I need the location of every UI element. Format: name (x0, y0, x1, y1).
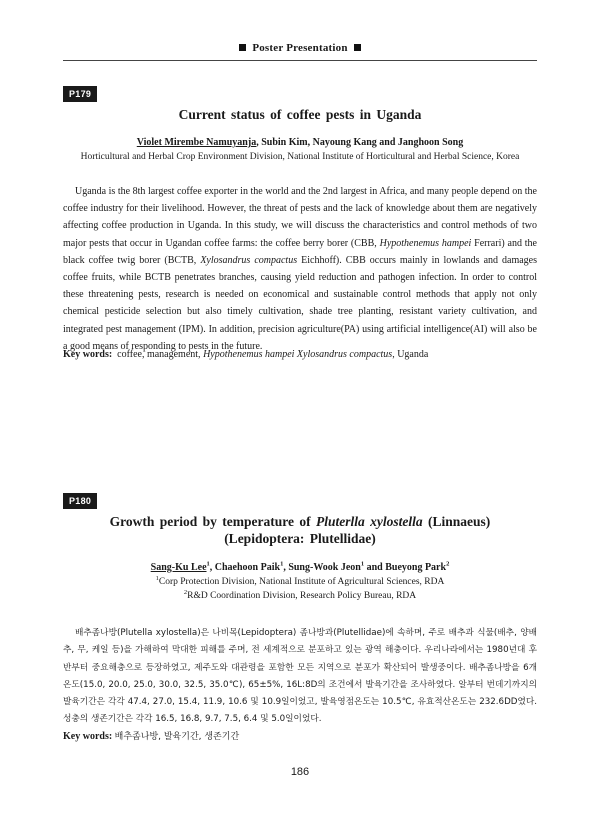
affiliation: Horticultural and Herbal Crop Environment Division, National Institute of Horticultural and Herbal Science, Korea (80, 152, 520, 162)
section-header (0, 42, 600, 54)
author-list: Sang-Ku Lee$^1$, Chaehoon Paik$^1$, Sung-Wook Jeon$^1$ and Bueyong Park$^2$ (150, 560, 450, 573)
affiliation-1: Corp Protection Division, National Institute of Agricultural Sciences, RDA (158, 577, 445, 587)
paper-title: Current status of coffee pests in Uganda (178, 107, 422, 122)
species-name: Xylosandrus compactus (200, 254, 298, 266)
keywords-text: 배추좀나방, 발육기간, 생존기간 (114, 732, 240, 742)
affil-mark: 1 (280, 560, 284, 568)
section-header-label: Poster Presentation (252, 42, 348, 54)
abstract-text: Eichhoff). CBB occurs mainly in lowlands and damages coffee fruits, while BCTB penetrates branches, causing yield reduction and pathogen infection. In order to control these threatening pests, research is needed on economical and sustainable control methods that apply not only chemical pesticide selection but also timely cultivation, shade tree planting, resistant variety cultivation, and integrated pest management (IPM). In addition, precision agriculture(PA) using artificial intelligence(AI) will also be a good means of responding to pests in the future. (63, 254, 537, 352)
header-rule (63, 60, 537, 61)
affiliation (50, 576, 550, 589)
title-line2: (Lepidoptera: Plutellidae) (224, 531, 376, 546)
co-authors: , Subin Kim, Nayoung Kang and Janghoon Song (256, 137, 464, 148)
abstract-text: Uganda is the 8th largest coffee exporter in the world and the 2nd largest in Africa, and many people depend on the coffee industry for their livelihood. However, the threat of pests and the lack of knowledge about them are negatively affecting coffee production in Uganda. In this study, we will discuss the characteristics and control methods of two major pests that occur in Ugandan coffee farms: the coffee berry borer (CBB, (63, 186, 537, 249)
affil-mark: 2 (183, 588, 188, 596)
species-name: Hypothenemus hampei (379, 237, 472, 249)
square-bullet-icon (354, 44, 361, 51)
keywords (63, 349, 537, 360)
author: Sung-Wook Jeon (288, 562, 361, 573)
square-bullet-icon (239, 44, 246, 51)
author-list (63, 137, 537, 148)
affil-mark: 2 (446, 560, 450, 568)
keywords (63, 729, 537, 742)
page-number: 186 (290, 766, 310, 778)
affil-mark: 1 (206, 560, 210, 568)
presenting-author: Sang-Ku Lee (150, 562, 207, 573)
affil-mark: 1 (360, 560, 365, 568)
affiliation (50, 590, 550, 603)
paper-title (63, 513, 537, 547)
author: Chaehoon Paik (214, 562, 281, 573)
presenting-author: Violet Mirembe Namuyanja (136, 137, 257, 148)
title-species: Pluterlla xylostella (316, 514, 423, 529)
poster-id-badge: P180 (63, 493, 97, 509)
abstract: 배추좀나방(Plutella xylostella)은 나비목(Lepidoptera) 좀나방과(Plutellidae)에 속하며, 주로 배추과 식물(배추, 양배추, 무, 케일 등)을 가해하여 막대한 피해를 주며, 전 세계적으로 분포하고 있는 광역 해충이다. 우리나라에서는 1980년대 후반부터 중요해충으로 등장하였고, 제주도와 대관령을 포함한 모든 지역으로 분포가 확산되어 발생중이다. 배추좀나방을 6개 온도(15.0, 20.0, 25.0, 30.0, 32.5, 35.0℃), 65±5%, 16L:8D의 조건에서 발육기간을 조사하였다. 알부터 번데기까지의 발육기간은 각각 47.4, 27.0, 15.4, 11.9, 10.6 및 10.9일이었고, 발육영점온도는 10.5℃, 유효적산온도는 232.6DD였다. 성충의 생존기간은 각각 16.5, 16.8, 9.7, 7.5, 6.4 및 5.0일이었다. (63, 628, 537, 725)
title-text: Growth period by temperature of (109, 514, 317, 529)
author: Bueyong Park (385, 562, 447, 573)
keywords-species: Hypothenemus hampei Xylosandrus compactus (203, 349, 393, 360)
affiliation-2: R&D Coordination Division, Research Policy Bureau, RDA (187, 591, 417, 601)
abstract (63, 183, 537, 355)
poster-id-badge: P179 (63, 86, 97, 102)
abstract-text: Ferrari) and the black coffee twig borer (BCTB, (63, 237, 537, 266)
keywords-label: Key words: (63, 731, 113, 742)
affil-mark: 1 (155, 574, 159, 582)
keywords-label: Key words: (63, 349, 113, 360)
keywords-text: , Uganda (392, 349, 429, 360)
keywords-text: coffee, management, (117, 349, 204, 360)
title-text: (Linnaeus) (422, 514, 491, 529)
